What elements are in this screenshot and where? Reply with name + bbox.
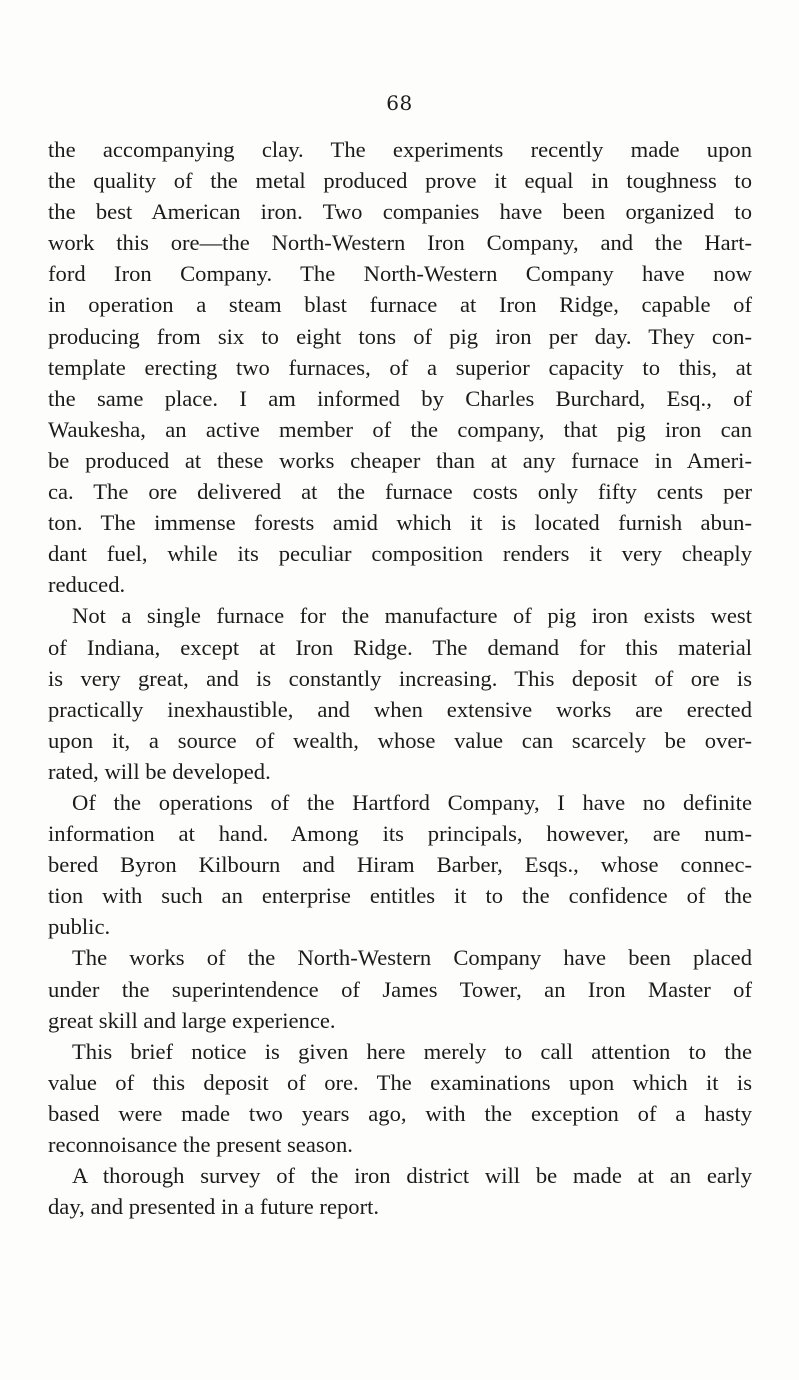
- text-line: A thorough survey of the iron district will be made at an early: [72, 1163, 752, 1189]
- text-line: template erecting two furnaces, of a superior capacity to this, at: [48, 354, 752, 380]
- text-line: Waukesha, an active member of the company, that pig iron can: [48, 416, 752, 442]
- text-line: The works of the North-Western Company have been placed: [72, 945, 752, 971]
- paragraph-6: [48, 1160, 752, 1222]
- text-line: reconnoisance the present season.: [48, 1132, 353, 1157]
- text-line: This brief notice is given here merely to call attention to the: [72, 1038, 752, 1064]
- text-line: public.: [48, 914, 111, 940]
- text-line: of Indiana, except at Iron Ridge. The demand for this material: [48, 634, 752, 660]
- paragraph-5: [48, 1036, 752, 1160]
- text-line: work this ore—the North-Western Iron Company, and the Hart-: [48, 230, 752, 256]
- text-line: producing from six to eight tons of pig iron per day. They con-: [48, 323, 752, 349]
- paragraph-4: [48, 942, 752, 1035]
- text-line: based were made two years ago, with the exception of a hasty: [48, 1100, 752, 1126]
- text-line: dant fuel, while its peculiar composition renders it very cheaply: [48, 541, 752, 567]
- paragraph-3: [48, 787, 752, 942]
- text-line: ton. The immense forests amid which it is located furnish abun-: [48, 510, 752, 536]
- text-line: is very great, and is constantly increasing. This deposit of ore is: [48, 665, 752, 691]
- text-line: value of this deposit of ore. The examinations upon which it is: [48, 1069, 752, 1095]
- text-line: upon it, a source of wealth, whose value can scarcely be over-: [48, 727, 752, 753]
- text-line: Not a single furnace for the manufacture of pig iron exists west: [72, 603, 752, 629]
- text-line: tion with such an enterprise entitles it to the confidence of the: [48, 883, 752, 909]
- text-line: under the superintendence of James Tower, an Iron Master of: [48, 976, 752, 1002]
- text-line: Of the operations of the Hartford Company, I have no definite: [72, 789, 752, 815]
- text-line: information at hand. Among its principals, however, are num-: [48, 821, 752, 847]
- text-line: practically inexhaustible, and when extensive works are erected: [48, 696, 752, 722]
- text-line: bered Byron Kilbourn and Hiram Barber, Esqs., whose connec-: [48, 852, 752, 878]
- text-line: ca. The ore delivered at the furnace costs only fifty cents per: [48, 479, 752, 505]
- text-line: the same place. I am informed by Charles Burchard, Esq., of: [48, 385, 752, 411]
- paragraph-1: [48, 134, 752, 600]
- text-line: reduced.: [48, 572, 126, 598]
- page-number: 68: [386, 91, 413, 115]
- text-line: the best American iron. Two companies have been organized to: [48, 199, 752, 225]
- text-line: in operation a steam blast furnace at Iron Ridge, capable of: [48, 292, 752, 318]
- text-line: the accompanying clay. The experiments recently made upon: [48, 137, 752, 162]
- body-text: [48, 134, 752, 1222]
- paragraph-2: [48, 600, 752, 787]
- text-line: rated, will be developed.: [48, 758, 271, 784]
- text-line: great skill and large experience.: [48, 1007, 336, 1033]
- text-line: ford Iron Company. The North-Western Company have now: [48, 261, 752, 287]
- text-line: the quality of the metal produced prove it equal in toughness to: [48, 168, 752, 194]
- text-line: be produced at these works cheaper than at any furnace in Ameri-: [48, 447, 752, 473]
- text-line: day, and presented in a future report.: [48, 1194, 380, 1220]
